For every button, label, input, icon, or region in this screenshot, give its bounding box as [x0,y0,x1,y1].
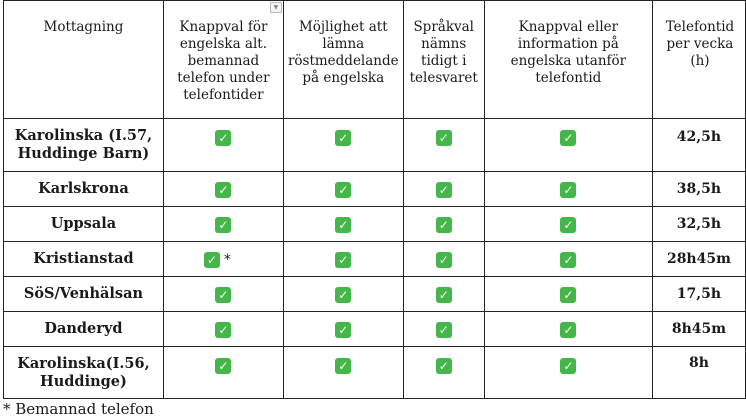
voicemail-cell [283,119,403,172]
voicemail-cell [283,172,403,207]
check-mark-icon: ✓ [335,252,351,268]
voicemail-cell [283,277,403,312]
voicemail-cell [283,347,403,399]
outside-hours-cell [484,242,652,277]
check-mark-icon: ✓ [215,130,231,146]
check-mark-icon: ✓ [560,358,576,374]
table-row [4,312,746,347]
check-mark-icon: ✓ [335,322,351,338]
header-label: Språkval nämns tidigt i telesvaret [409,19,478,86]
phone-hours-value: 28h45m [652,242,745,277]
phone-hours-value: 32,5h [652,207,745,242]
phone-hours-value: 42,5h [652,119,745,172]
header-voicemail [283,1,403,119]
check-mark-icon: ✓ [215,287,231,303]
language-choice-cell [403,312,484,347]
check-mark-icon: ✓ [215,322,231,338]
check-mark-icon: ✓ [436,287,452,303]
reception-name: SöS/Venhälsan [4,277,164,312]
english-option-cell [163,242,283,277]
outside-hours-cell [484,207,652,242]
language-choice-cell [403,207,484,242]
check-mark-icon: ✓ [335,287,351,303]
footnote: * Bemannad telefon [3,400,154,418]
check-mark-icon: ✓ [560,182,576,198]
reception-name: Karlskrona [4,172,164,207]
language-choice-cell [403,172,484,207]
phone-hours-value: 38,5h [652,172,745,207]
outside-hours-cell [484,277,652,312]
english-option-cell [163,277,283,312]
check-mark-icon: ✓ [560,217,576,233]
check-mark-icon: ✓ [215,217,231,233]
table-row [4,207,746,242]
language-choice-cell [403,347,484,399]
language-choice-cell [403,242,484,277]
outside-hours-cell [484,172,652,207]
check-mark-icon: ✓ [436,130,452,146]
check-mark-icon: ✓ [335,130,351,146]
check-mark-icon: ✓ [335,217,351,233]
header-outside-hours [484,1,652,119]
check-mark-icon: ✓ [436,182,452,198]
language-choice-cell [403,119,484,172]
header-phone-hours [652,1,745,119]
language-choice-cell [403,277,484,312]
header-label: Möjlighet att lämna röstmeddelande på engelska [287,19,399,86]
check-mark-icon: ✓ [215,358,231,374]
voicemail-cell [283,242,403,277]
check-mark-icon: ✓ [560,130,576,146]
check-mark-icon: ✓ [204,252,220,268]
outside-hours-cell [484,347,652,399]
check-mark-icon: ✓ [335,358,351,374]
outside-hours-cell [484,312,652,347]
outside-hours-cell [484,119,652,172]
check-mark-icon: ✓ [436,322,452,338]
english-option-cell [163,119,283,172]
phone-hours-value: 8h45m [652,312,745,347]
check-mark-icon: ✓ [215,182,231,198]
check-mark-icon: ✓ [560,322,576,338]
english-option-cell [163,172,283,207]
check-mark-icon: ✓ [560,252,576,268]
voicemail-cell [283,312,403,347]
phone-hours-value: 8h [652,347,745,399]
reception-name: Karolinska (I.57, Huddinge Barn) [4,119,164,172]
table-row [4,242,746,277]
check-mark-icon: ✓ [436,358,452,374]
check-mark-icon: ✓ [335,182,351,198]
header-english-option [163,1,283,119]
reception-name: Karolinska(I.56, Huddinge) [4,347,164,399]
english-option-cell [163,207,283,242]
voicemail-cell [283,207,403,242]
english-option-cell [163,347,283,399]
header-label: Mottagning [43,19,124,35]
header-reception [4,1,164,119]
check-mark-icon: ✓ [436,217,452,233]
reception-name: Uppsala [4,207,164,242]
header-label: Telefontid per vecka (h) [665,19,735,69]
reception-name: Danderyd [4,312,164,347]
footnote-asterisk: * [223,252,231,268]
table-row [4,347,746,399]
check-mark-icon: ✓ [560,287,576,303]
table-row [4,172,746,207]
table-row [4,277,746,312]
phone-hours-value: 17,5h [652,277,745,312]
check-mark-icon: ✓ [436,252,452,268]
header-row [4,1,746,119]
table-row [4,119,746,172]
reception-comparison-table [3,0,746,399]
header-language-choice [403,1,484,119]
header-label: Knappval eller information på engelska utanför telefontid [510,19,627,86]
filter-dropdown-icon[interactable]: ▼ [270,2,282,13]
header-label: Knappval för engelska alt. bemannad telefon under telefontider [177,19,270,103]
reception-name: Kristianstad [4,242,164,277]
english-option-cell [163,312,283,347]
